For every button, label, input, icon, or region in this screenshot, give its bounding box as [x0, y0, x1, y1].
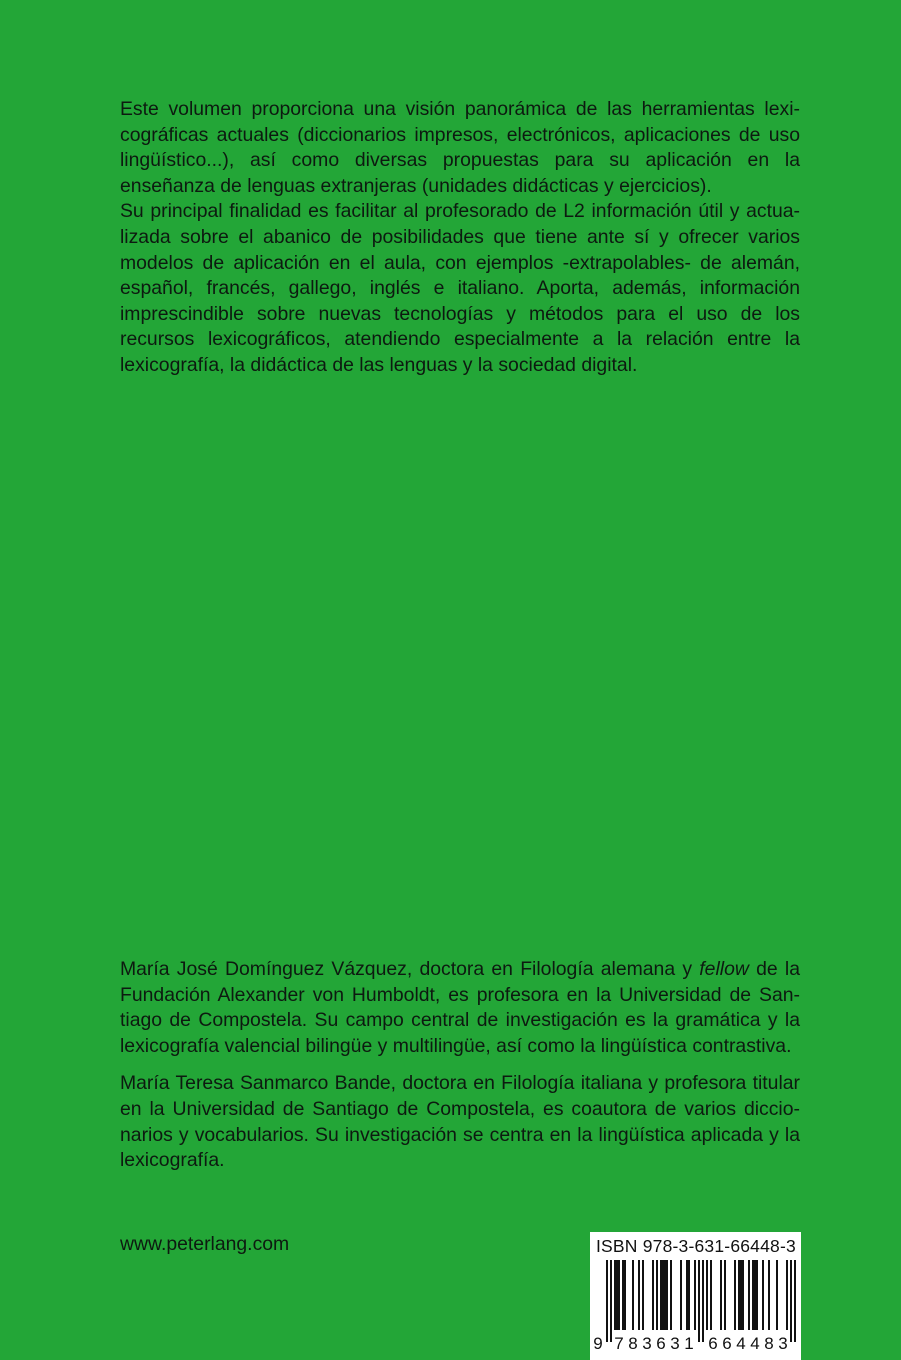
barcode-bar: [738, 1260, 740, 1330]
barcode-bar: [624, 1260, 626, 1330]
barcode-bar: [752, 1260, 754, 1330]
barcode-bar: [786, 1260, 788, 1330]
barcode-digit: 8: [764, 1334, 774, 1353]
author-bio-2: María Teresa Sanmarco Bande, doctora en Filología italiana y profesora titular en la Universidad de Santiago de Compostela, es coautora de varios diccionarios y vocabularios. Su investigación se centra en la lingüística aplicada y la lexicografía.: [120, 1072, 800, 1172]
author-bio-1-end: de la Fundación Alexander von Humboldt, es profesora en la Universidad de Santiago de Compostela. Su campo central de investigación es la gramática y la lexicografía valencial bilingüe y multilingüe, así como la lingüística contrastiva.: [120, 958, 800, 1057]
barcode-bar: [614, 1260, 616, 1330]
barcode-bar: [768, 1260, 770, 1330]
barcode-bar: [686, 1260, 688, 1330]
author-bio-1: [120, 957, 800, 1059]
barcode-digit: 4: [750, 1334, 760, 1353]
barcode-bar: [706, 1260, 708, 1330]
barcode-digit: 4: [736, 1334, 746, 1353]
barcode-digit: 9: [593, 1334, 603, 1353]
barcode-bar: [748, 1260, 750, 1330]
barcode-digit: 7: [614, 1334, 624, 1353]
barcode-graphic: [590, 1258, 801, 1360]
barcode-bar: [616, 1260, 618, 1330]
barcode-bar: [698, 1260, 700, 1342]
barcode-bar: [642, 1260, 644, 1330]
barcode-bar: [734, 1260, 736, 1330]
author-bio-1-italic: fellow: [699, 958, 749, 980]
barcode-bar: [638, 1260, 640, 1330]
barcode-digit: 6: [656, 1334, 666, 1353]
barcode-bar: [662, 1260, 664, 1330]
barcode-bar: [702, 1260, 704, 1342]
barcode-bar: [724, 1260, 726, 1330]
barcode-bar: [710, 1260, 712, 1330]
barcode-digit: 6: [722, 1334, 732, 1353]
barcode-bar: [776, 1260, 778, 1330]
barcode-digit: 8: [628, 1334, 638, 1353]
barcode-bar: [670, 1260, 672, 1330]
barcode-digit: 3: [642, 1334, 652, 1353]
barcode-bar: [754, 1260, 756, 1330]
barcode-digit: 3: [778, 1334, 788, 1353]
barcode-bar: [652, 1260, 654, 1330]
barcode-bar: [632, 1260, 634, 1330]
barcode-bar: [664, 1260, 666, 1330]
barcode-bar: [610, 1260, 612, 1342]
barcode-bar: [688, 1260, 690, 1330]
barcode-bar: [656, 1260, 658, 1330]
barcode-bar: [606, 1260, 608, 1342]
blurb-paragraph-1: Este volumen proporciona una visión panorámica de las herramientas lexicográficas actuales (diccionarios impresos, electrónicos, aplicaciones de uso lingüístico...), así como diversas propuestas para su aplicación en la enseñanza de lenguas extranjeras (unidades didácticas y ejercicios).: [120, 98, 800, 197]
barcode-bar: [742, 1260, 744, 1330]
barcode-digit: 6: [708, 1334, 718, 1353]
barcode-digit: 3: [670, 1334, 680, 1353]
barcode-bar: [762, 1260, 764, 1330]
barcode-bar: [622, 1260, 624, 1330]
author-bio-1-start: María José Domínguez Vázquez, doctora en Filología alemana y: [120, 958, 700, 980]
barcode-bar: [794, 1260, 796, 1342]
barcode-bar: [790, 1260, 792, 1342]
publisher-website[interactable]: www.peterlang.com: [120, 1233, 290, 1255]
blurb: [120, 97, 800, 379]
blurb-paragraph-2: Su principal finalidad es facilitar al profesorado de L2 información útil y actualizada sobre el abanico de posibilidades que tiene ante sí y ofrecer varios modelos de aplicación en el aula, con ejemplos -extrapolables- de alemán, español, francés, gallego, inglés e italiano. Aporta, además, información imprescindible sobre nuevas tecnologías y métodos para el uso de los recursos lexicográficos, atendiendo especialmente a la relación entre la lexicografía, la didáctica de las lenguas y la sociedad digital.: [120, 200, 800, 376]
barcode-bar: [756, 1260, 758, 1330]
barcode-digit: 1: [684, 1334, 694, 1353]
barcode-bar: [720, 1260, 722, 1330]
isbn-barcode: [590, 1232, 801, 1360]
barcode-bar: [694, 1260, 696, 1330]
isbn-label: ISBN 978-3-631-66448-3: [596, 1236, 796, 1256]
author-bios: [120, 957, 800, 1186]
barcode-bar: [740, 1260, 742, 1330]
barcode-bar: [618, 1260, 620, 1330]
barcode-bar: [666, 1260, 668, 1330]
barcode-bar: [660, 1260, 662, 1330]
barcode-bar: [680, 1260, 682, 1330]
